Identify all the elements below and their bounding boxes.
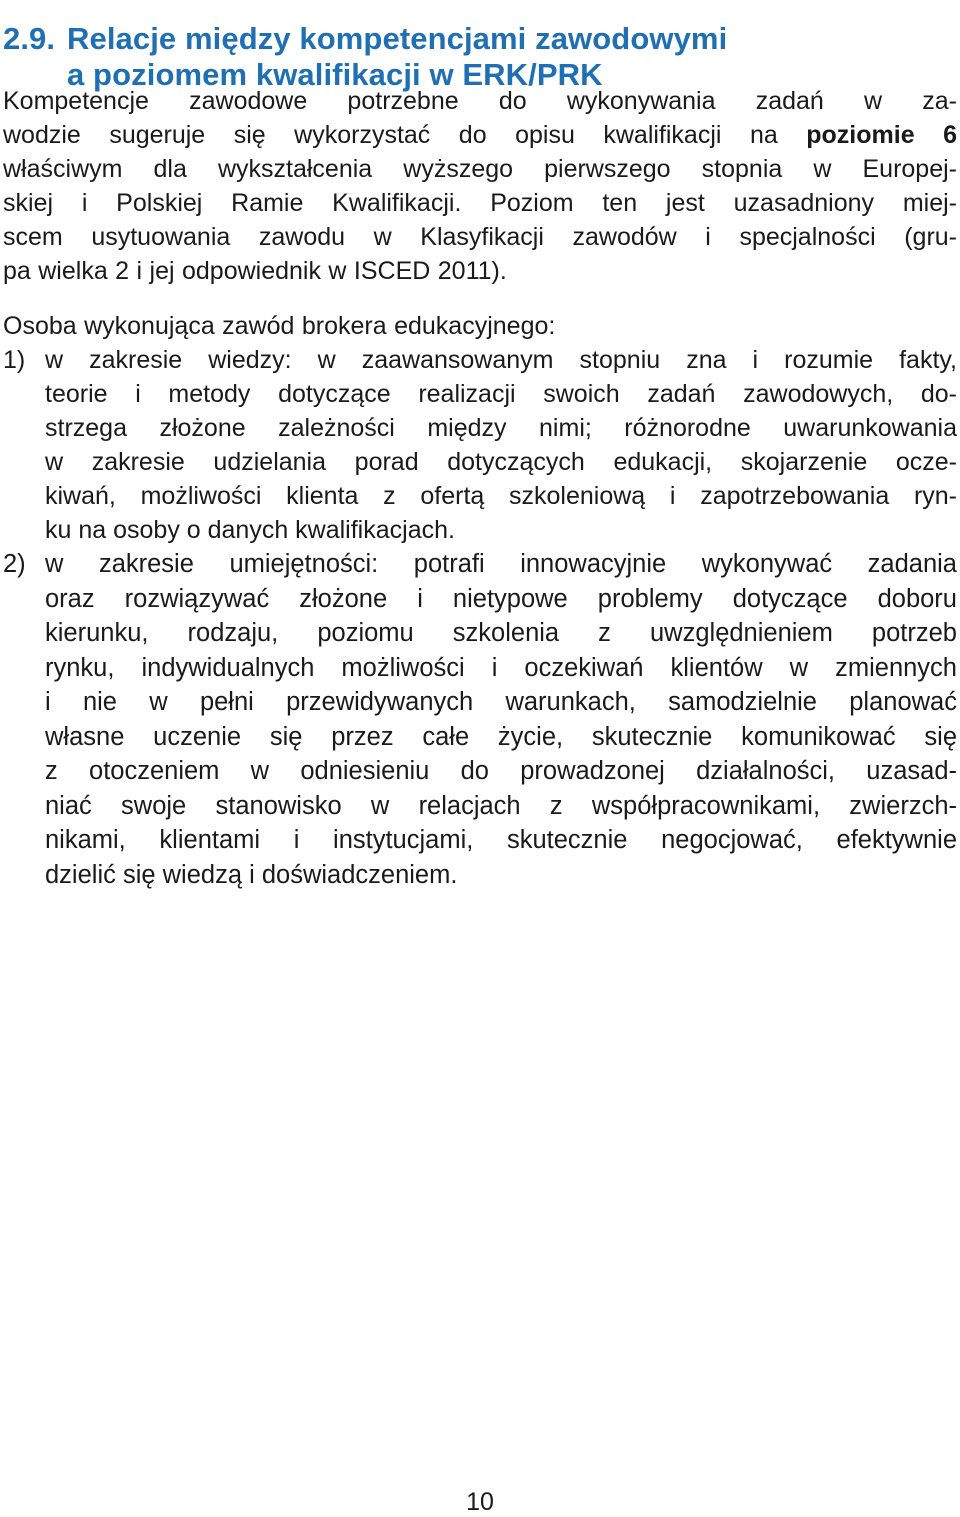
- list-item-line: w zakresie umiejętności: potrafi innowacyjnie wykonywać zadania: [45, 550, 957, 578]
- list-marker: 2): [3, 550, 26, 578]
- intro-line: [3, 118, 957, 152]
- level-emphasis: poziomie 6: [806, 121, 958, 149]
- list-item-line: z otoczeniem w odniesieniu do prowadzonej działalności, uzasad-: [45, 757, 957, 785]
- section-title-line-1: Relacje między kompetencjami zawodowymi: [67, 20, 728, 56]
- list-item-line: dzielić się wiedzą i doświadczeniem.: [45, 860, 458, 889]
- list-item: [3, 547, 957, 892]
- intro-line: skiej i Polskiej Ramie Kwalifikacji. Poziom ten jest uzasadniony miej-: [3, 189, 957, 217]
- intro-line: Kompetencje zawodowe potrzebne do wykonywania zadań w za-: [3, 87, 957, 115]
- list-item-line: oraz rozwiązywać złożone i nietypowe problemy dotyczące doboru: [45, 584, 957, 613]
- list-item-line: nikami, klientami i instytucjami, skutecznie negocjować, efektywnie: [45, 826, 957, 854]
- lead-paragraph: [3, 309, 957, 343]
- list-item-line: w zakresie wiedzy: w zaawansowanym stopniu zna i rozumie fakty,: [45, 346, 957, 374]
- lead-line: Osoba wykonująca zawód brokera edukacyjnego:: [3, 312, 556, 340]
- intro-line-text: wodzie sugeruje się wykorzystać do opisu kwalifikacji na: [3, 121, 807, 149]
- list-item-line: kiwań, możliwości klienta z ofertą szkoleniową i zapotrzebowania ryn-: [45, 482, 957, 510]
- list-marker: 1): [3, 346, 26, 374]
- intro-line: scem usytuowania zawodu w Klasyfikacji zawodów i specjalności (gru-: [3, 223, 957, 251]
- list-item: [3, 343, 957, 547]
- list-item-line: teorie i metody dotyczące realizacji swoich zadań zawodowych, do-: [45, 380, 957, 408]
- list-item-line: niać swoje stanowisko w relacjach z współpracownikami, zwierzch-: [45, 791, 957, 820]
- list-item-line: własne uczenie się przez całe życie, skutecznie komunikować się: [45, 722, 957, 751]
- competence-list-2: [3, 547, 957, 892]
- list-item-line: strzega złożone zależności między nimi; różnorodne uwarunkowania: [45, 414, 957, 442]
- list-item-line: rynku, indywidualnych możliwości i oczekiwań klientów w zmiennych: [45, 653, 957, 682]
- list-item-line: kierunku, rodzaju, poziomu szkolenia z uwzględnieniem potrzeb: [45, 619, 957, 647]
- competence-list-1: [3, 343, 957, 547]
- section-title-line-2: a poziomem kwalifikacji w ERK/PRK: [67, 56, 603, 92]
- intro-line: pa wielka 2 i jej odpowiednik w ISCED 2011).: [3, 257, 507, 285]
- list-item-line: w zakresie udzielania porad dotyczących edukacji, skojarzenie ocze-: [45, 448, 957, 476]
- list-item-line: i nie w pełni przewidywanych warunkach, samodzielnie planować: [45, 688, 957, 716]
- section-number: 2.9.: [3, 20, 56, 56]
- intro-line: właściwym dla wykształcenia wyższego pierwszego stopnia w Europej-: [3, 155, 957, 183]
- intro-paragraph: [3, 84, 957, 288]
- section-heading: [3, 21, 943, 93]
- list-item-line: ku na osoby o danych kwalifikacjach.: [45, 516, 455, 544]
- page-number: 10: [466, 1488, 494, 1516]
